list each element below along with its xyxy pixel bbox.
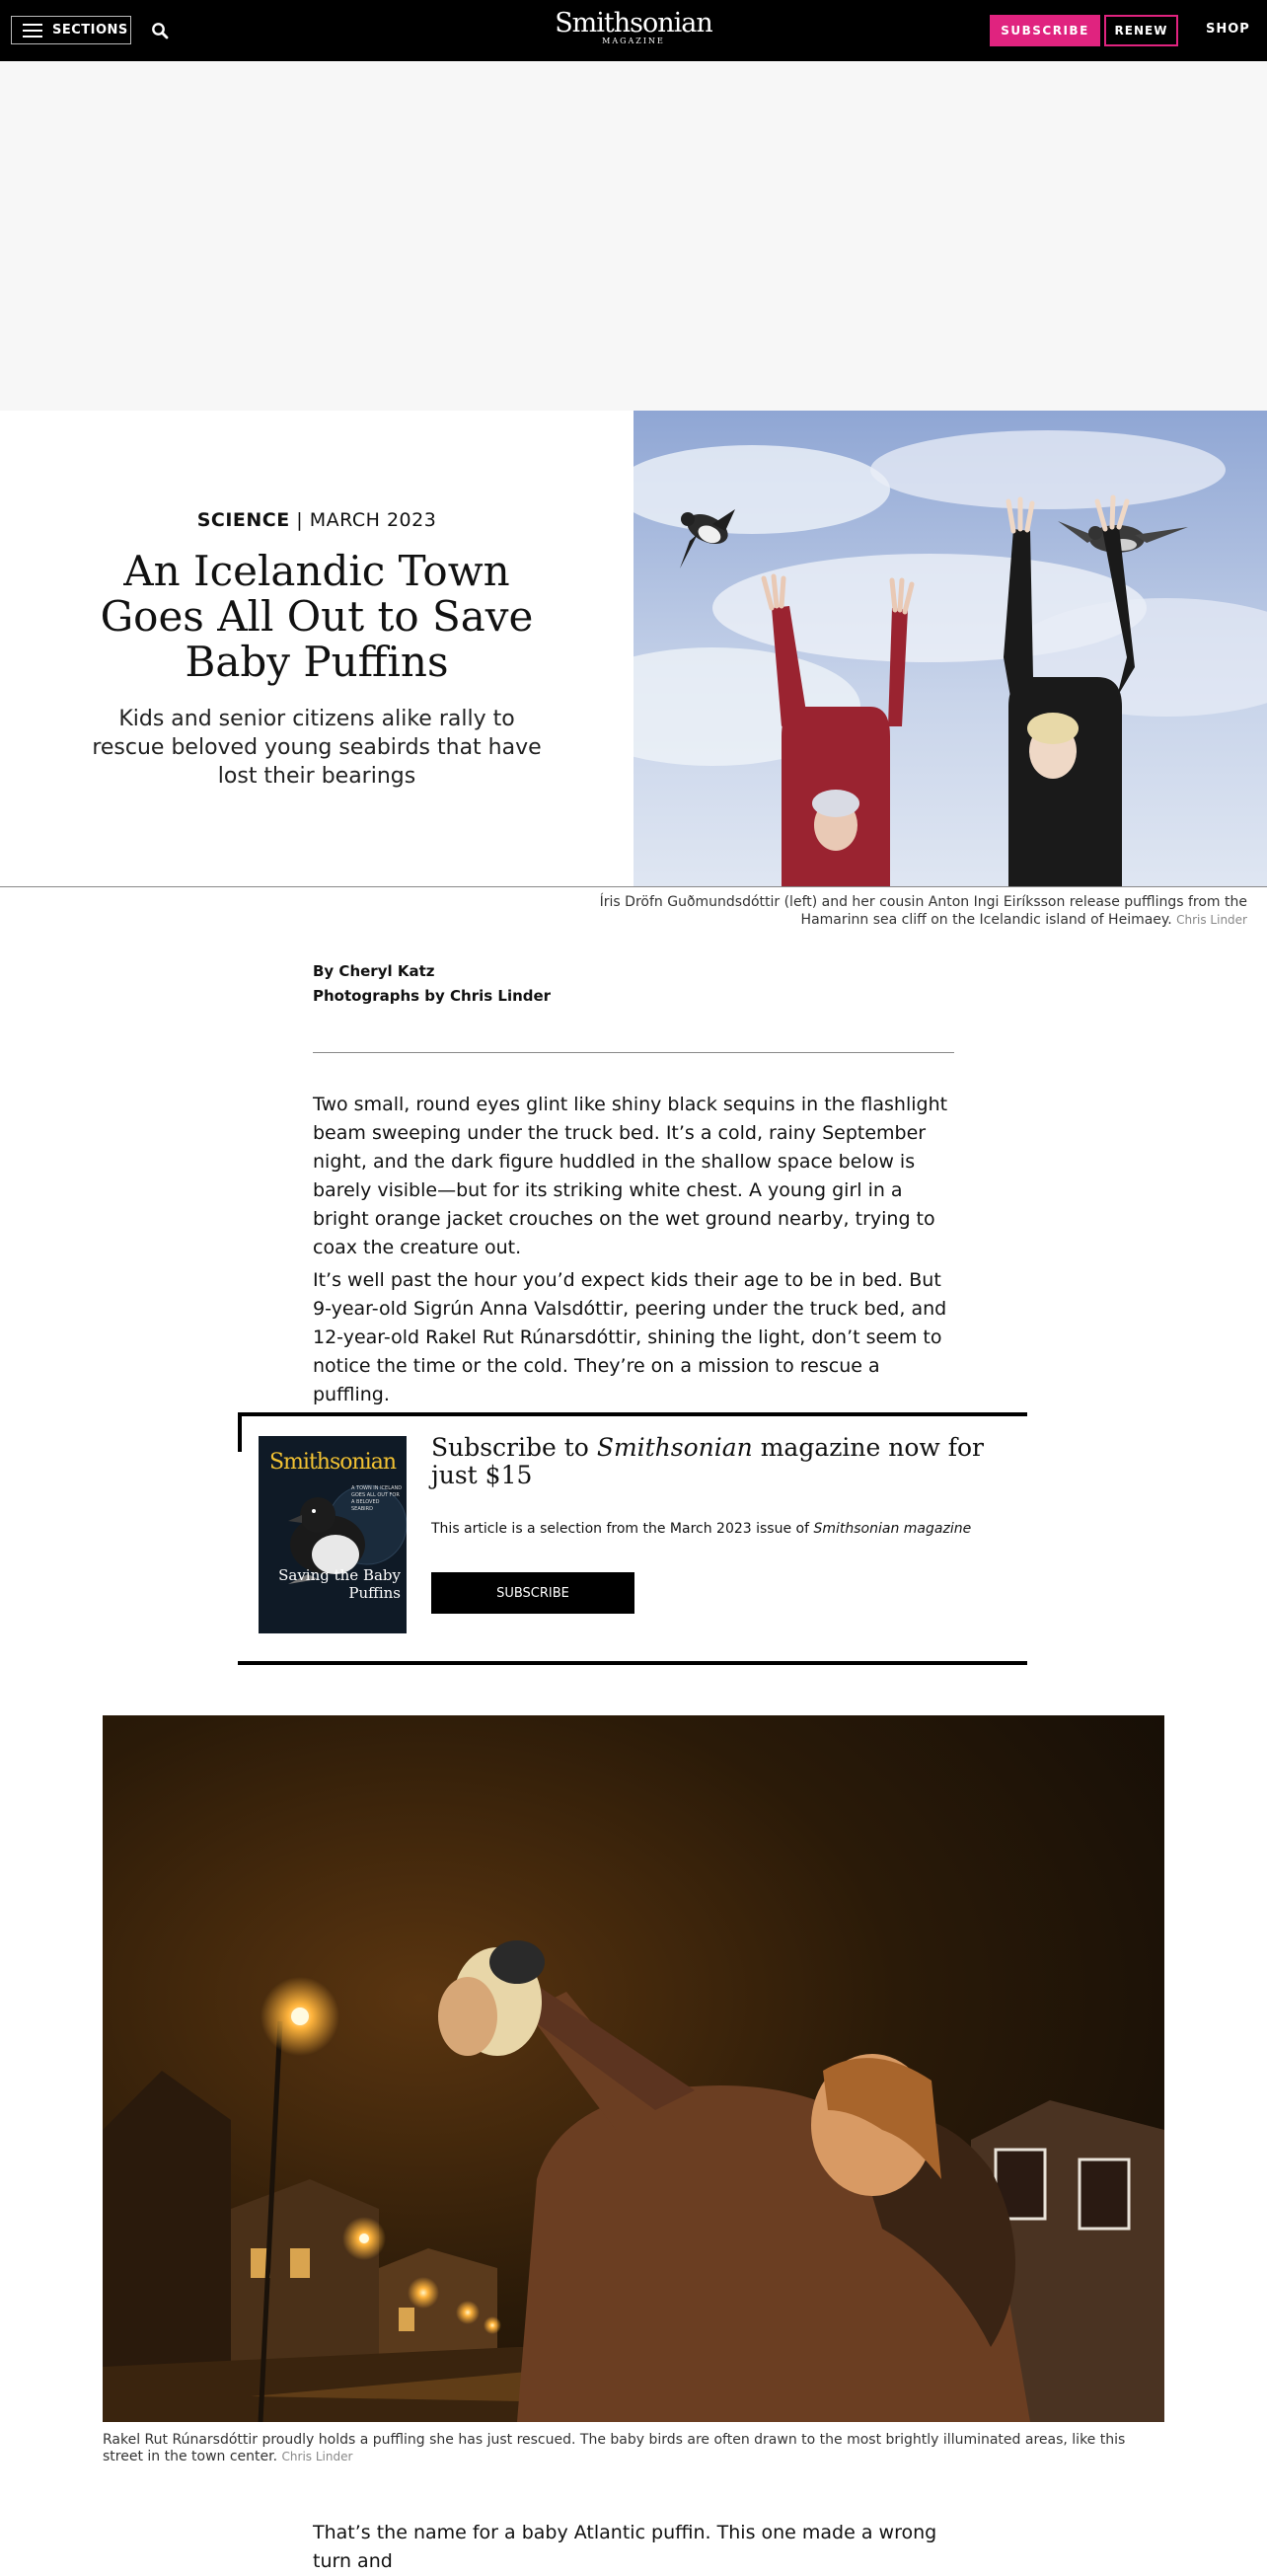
article-title: An Icelandic Town Goes All Out to Save Baby Puffins — [100, 547, 534, 686]
inline-photo-caption — [103, 2432, 1164, 2465]
hero-caption-text: Íris Dröfn Guðmundsdóttir (left) and her cousin Anton Ingi Eiríksson release pufflings from the Hamarinn sea cliff on the Icelandic island of Heimaey. — [599, 894, 1247, 928]
hero-divider — [0, 886, 1267, 887]
inline-photo-credit: Chris Linder — [281, 2450, 353, 2463]
logo-wordmark: Smithsonian — [555, 8, 712, 38]
photographer-byline[interactable]: Photographs by Chris Linder — [313, 987, 552, 1005]
category-link[interactable]: SCIENCE — [196, 509, 290, 531]
byline-divider — [313, 1052, 954, 1053]
promo-heading: Subscribe to Smithsonian magazine now for just $15 — [431, 1433, 985, 1489]
logo-subtitle: MAGAZINE — [602, 37, 665, 45]
promo-corner-rule — [238, 1412, 242, 1452]
promo-bottom-rule — [238, 1661, 1027, 1665]
renew-button[interactable]: RENEW — [1104, 15, 1178, 46]
magazine-cover[interactable] — [259, 1436, 407, 1633]
inline-photo-caption-text: Rakel Rut Rúnarsdóttir proudly holds a puffling she has just rescued. The baby birds are often drawn to the most brightly illuminated areas, like this street in the town center. — [103, 2432, 1126, 2464]
promo-top-rule — [238, 1412, 1027, 1416]
sections-label: SECTIONS — [52, 23, 128, 38]
top-navigation — [0, 0, 1267, 61]
hero-text-panel — [0, 411, 634, 886]
cover-brand: Smithsonian — [268, 1450, 396, 1475]
byline-block — [313, 959, 551, 1009]
subscribe-button[interactable]: SUBSCRIBE — [990, 15, 1100, 46]
article-date: MARCH 2023 — [309, 509, 437, 531]
body-paragraph-3: That’s the name for a baby Atlantic puffin. This one made a wrong turn and — [313, 2522, 937, 2572]
article-dek: Kids and senior citizens alike rally to rescue beloved young seabirds that have lost their bearings — [92, 707, 542, 789]
promo-text: This article is a selection from the March 2023 issue of Smithsonian magazine — [431, 1521, 972, 1537]
hero-photo — [634, 411, 1267, 886]
subscribe-promo — [238, 1412, 1027, 1665]
hero-photo-credit: Chris Linder — [1176, 913, 1247, 927]
promo-subscribe-button[interactable]: SUBSCRIBE — [431, 1572, 634, 1614]
advertisement-area — [0, 61, 1267, 411]
shop-link[interactable]: SHOP — [1206, 22, 1250, 37]
hero-caption — [537, 893, 1247, 929]
cover-title: Saving the Baby Puffins — [278, 1566, 401, 1602]
cover-tagline: A TOWN IN ICELAND GOES ALL OUT FOR A BELOVED SEABIRD — [351, 1485, 403, 1512]
inline-photo — [103, 1715, 1164, 2422]
body-paragraph-2: It’s well past the hour you’d expect kids their age to be in bed. But 9-year-old Sigrún Anna Valsdóttir, peering under the truck bed, and 12-year-old Rakel Rut Rúnarsdóttir, shining the light, don’t seem to notice the time or the cold. They’re on a mission to rescue a puffling. — [313, 1269, 947, 1405]
article-kicker — [0, 509, 634, 531]
author-byline[interactable]: By Cheryl Katz — [313, 962, 435, 980]
kicker-separator: | — [296, 509, 304, 531]
body-paragraph-1: Two small, round eyes glint like shiny black sequins in the flashlight beam sweeping under the truck bed. It’s a cold, rainy September night, and the dark figure huddled in the shallow space below is barely visible—but for its striking white chest. A young girl in a bright orange jacket crouches on the wet ground nearby, trying to coax the creature out. — [313, 1094, 948, 1258]
